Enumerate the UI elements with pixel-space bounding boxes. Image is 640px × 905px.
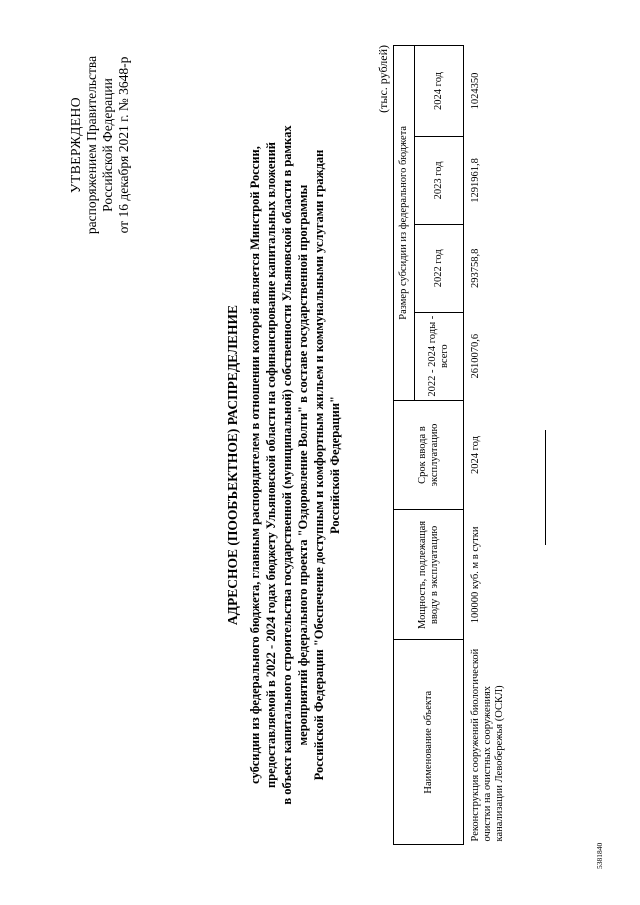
document-title-block bbox=[225, 85, 343, 845]
subtitle-line: Российской Федерации" bbox=[328, 396, 342, 534]
header-2024: 2024 год bbox=[415, 46, 464, 137]
subtitle-line: в объект капитального строительства государственной (муниципальной) собственности Ульяновской области в рамках bbox=[280, 125, 294, 805]
cell-2022: 293758,8 bbox=[464, 224, 509, 312]
subtitle-line: Российской Федерации "Обеспечение доступным и комфортным жильем и коммунальными услугами граждан bbox=[312, 149, 326, 781]
units-label: (тыс. рублей) bbox=[376, 45, 390, 113]
document-title: АДРЕСНОЕ (ПООБЪЕКТНОЕ) РАСПРЕДЕЛЕНИЕ bbox=[225, 304, 240, 626]
header-capacity: Мощность, подлежащая вводу в эксплуатацию bbox=[394, 510, 464, 640]
cell-2023: 1291961,8 bbox=[464, 136, 509, 224]
closing-rule bbox=[545, 430, 546, 545]
table-row bbox=[464, 46, 509, 845]
cell-capacity: 100000 куб. м в сутки bbox=[464, 510, 509, 640]
subtitle-line: предоставляемой в 2022 - 2024 годах бюджету Ульяновской области на софинансирование капитальных вложений bbox=[264, 142, 278, 788]
approval-heading: УТВЕРЖДЕНО bbox=[68, 96, 83, 194]
approval-stamp bbox=[68, 35, 132, 255]
cell-2024: 1024350 bbox=[464, 46, 509, 137]
subtitle-line: мероприятий федерального проекта "Оздоровление Волги" в составе государственной программы bbox=[296, 184, 310, 746]
subtitle-line: субсидии из федерального бюджета, главным распорядителем в отношении которой является Минстрой России, bbox=[248, 146, 262, 784]
header-2023: 2023 год bbox=[415, 136, 464, 224]
header-2022: 2022 год bbox=[415, 224, 464, 312]
approval-line: распоряжением Правительства bbox=[84, 55, 99, 235]
header-subsidy-group: Размер субсидии из федерального бюджета bbox=[394, 46, 415, 401]
cell-total: 2610070,6 bbox=[464, 312, 509, 400]
approval-line: от 16 декабря 2021 г. № 3648-р bbox=[116, 56, 131, 234]
approval-line: Российской Федерации bbox=[100, 78, 115, 212]
subsidy-table bbox=[393, 45, 508, 845]
header-commissioning: Срок ввода в эксплуатацию bbox=[394, 400, 464, 510]
cell-object-name: Реконструкция сооружений биологической очистки на очистных сооружениях канализации Левобережья (ОСКЛ) bbox=[464, 640, 509, 845]
document-code: 5381840 bbox=[595, 842, 604, 869]
header-total: 2022 - 2024 годы - всего bbox=[415, 312, 464, 400]
header-object-name: Наименование объекта bbox=[394, 640, 464, 845]
cell-commissioning: 2024 год bbox=[464, 400, 509, 510]
